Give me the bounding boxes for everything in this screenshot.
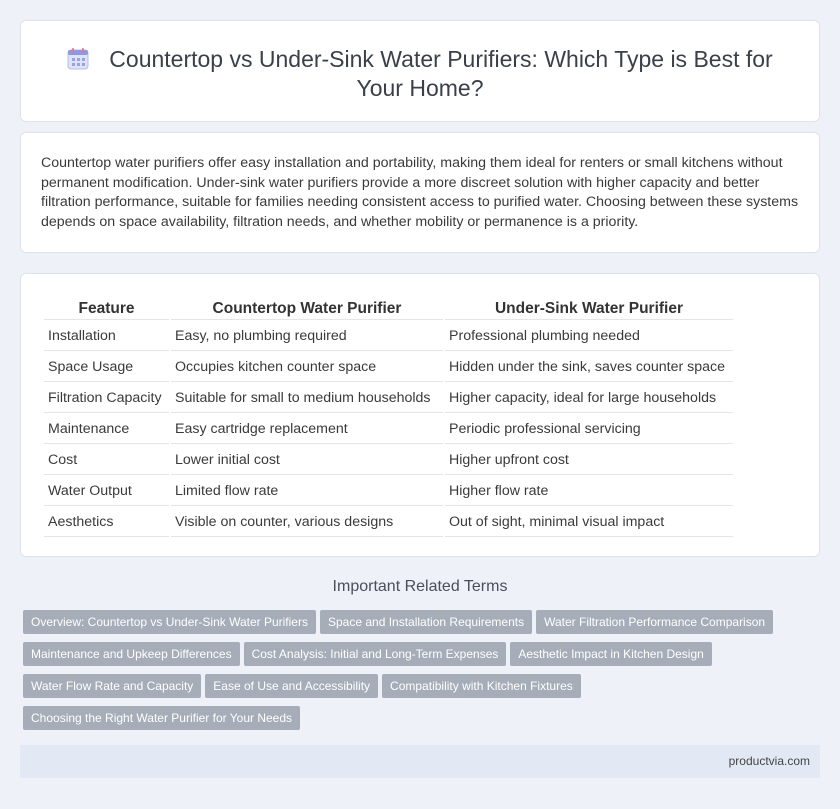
related-tags	[23, 610, 823, 738]
related-tag[interactable]: Choosing the Right Water Purifier for Your Needs	[23, 706, 300, 730]
table-cell: Lower initial cost	[171, 446, 443, 475]
table-cell: Maintenance	[44, 415, 169, 444]
table-cell: Installation	[44, 322, 169, 351]
footer-site-link[interactable]: productvia.com	[728, 754, 810, 768]
table-cell: Water Output	[44, 477, 169, 506]
table-row	[44, 322, 733, 351]
table-cell: Out of sight, minimal visual impact	[445, 508, 733, 537]
table-cell: Higher upfront cost	[445, 446, 733, 475]
table-row	[44, 415, 733, 444]
related-tag[interactable]: Cost Analysis: Initial and Long-Term Expenses	[244, 642, 507, 666]
table-cell: Higher capacity, ideal for large households	[445, 384, 733, 413]
comparison-table-card	[20, 273, 820, 557]
related-tag[interactable]: Ease of Use and Accessibility	[205, 674, 378, 698]
related-tag[interactable]: Space and Installation Requirements	[320, 610, 532, 634]
related-tag[interactable]: Overview: Countertop vs Under-Sink Water Purifiers	[23, 610, 316, 634]
title-card	[20, 20, 820, 122]
related-tag[interactable]: Water Flow Rate and Capacity	[23, 674, 201, 698]
related-tag[interactable]: Compatibility with Kitchen Fixtures	[382, 674, 581, 698]
calendar-icon	[67, 48, 89, 70]
table-row	[44, 384, 733, 413]
header-feature: Feature	[44, 297, 169, 320]
table-cell: Occupies kitchen counter space	[171, 353, 443, 382]
table-row	[44, 353, 733, 382]
intro-card	[20, 132, 820, 253]
header-under-sink: Under-Sink Water Purifier	[445, 297, 733, 320]
page-title	[21, 45, 819, 103]
header-countertop: Countertop Water Purifier	[171, 297, 443, 320]
table-cell: Professional plumbing needed	[445, 322, 733, 351]
footer	[20, 745, 820, 778]
table-cell: Higher flow rate	[445, 477, 733, 506]
related-tag[interactable]: Aesthetic Impact in Kitchen Design	[510, 642, 711, 666]
table-header-row	[44, 297, 733, 320]
related-tag[interactable]: Maintenance and Upkeep Differences	[23, 642, 240, 666]
table-cell: Cost	[44, 446, 169, 475]
table-cell: Periodic professional servicing	[445, 415, 733, 444]
table-cell: Filtration Capacity	[44, 384, 169, 413]
table-cell: Suitable for small to medium households	[171, 384, 443, 413]
table-cell: Hidden under the sink, saves counter space	[445, 353, 733, 382]
table-row	[44, 477, 733, 506]
table-cell: Easy, no plumbing required	[171, 322, 443, 351]
intro-paragraph: Countertop water purifiers offer easy installation and portability, making them ideal for renters or small kitchens without permanent modification. Under-sink water purifiers provide a more discreet solution with higher capacity and better filtration performance, suitable for families needing consistent access to purified water. Choosing between these systems depends on space availability, filtration needs, and whether mobility or permanence is a priority.	[41, 155, 799, 230]
comparison-table	[42, 295, 735, 539]
table-row	[44, 508, 733, 537]
table-cell: Limited flow rate	[171, 477, 443, 506]
related-tag[interactable]: Water Filtration Performance Comparison	[536, 610, 773, 634]
table-cell: Easy cartridge replacement	[171, 415, 443, 444]
table-row	[44, 446, 733, 475]
table-cell: Aesthetics	[44, 508, 169, 537]
related-terms-heading: Important Related Terms	[332, 578, 508, 595]
table-cell: Visible on counter, various designs	[171, 508, 443, 537]
table-cell: Space Usage	[44, 353, 169, 382]
page-title-text: Countertop vs Under-Sink Water Purifiers: Which Type is Best for Your Home?	[109, 46, 773, 101]
